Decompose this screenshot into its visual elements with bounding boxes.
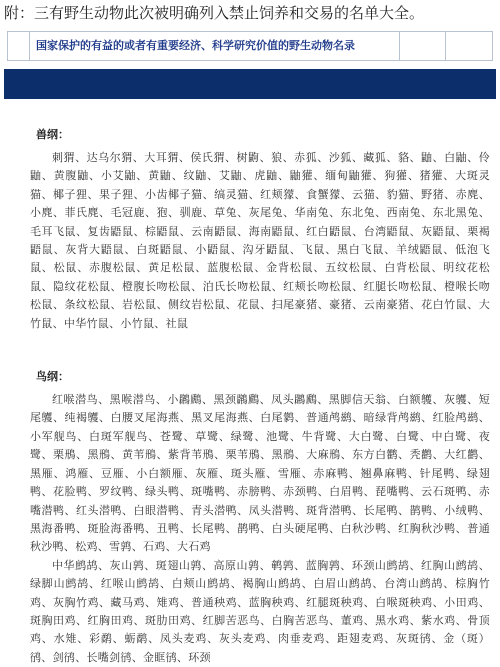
spacer <box>30 333 490 367</box>
section-banner <box>4 69 496 99</box>
list-title-table <box>7 31 493 61</box>
title-table-cell-blank <box>400 32 446 60</box>
article-body <box>30 125 490 667</box>
list-title: 国家保护的有益的或者有重要经济、科学研究价值的野生动物名录 <box>30 32 400 60</box>
title-table-cell-blank <box>446 32 492 60</box>
birds-list-part-2: 中华鹧鸪、灰山鹑、斑翅山鹑、高原山鹑、鹌鹑、蓝胸鹑、环颈山鹧鸪、红胸山鹧鸪、绿脚山鹧鸪、红喉山鹧鸪、白颊山鹧鸪、褐胸山鹧鸪、白眉山鹧鸪、台湾山鹧鸪、棕胸竹鸡、灰胸竹鸡、藏马鸡、雉鸡、普通秧鸡、蓝胸秧鸡、红腿斑秧鸡、白喉斑秧鸡、小田鸡、斑胸田鸡、红胸田鸡、斑肋田鸡、红脚苦恶鸟、白胸苦恶鸟、董鸡、黑水鸡、紫水鸡、骨顶鸡、水雉、彩鹬、蛎鹬、凤头麦鸡、灰头麦鸡、肉垂麦鸡、距翅麦鸡、灰斑鸻、金（斑）鸻、剑鸻、长嘴剑鸻、金眶鸻、环颈 <box>30 558 490 664</box>
birds-list-part-1: 红喉潜鸟、黑喉潜鸟、小鸊鷉、黑颈鸊鷉、凤头鸊鷉、黑脚信天翁、白额鹱、灰鹱、短尾鹱、纯褐鹱、白腰叉尾海燕、黑叉尾海燕、白尾鹲、普通鸬鹚、暗绿背鸬鹚、红脸鸬鹚、小军舰鸟、白斑军舰鸟、苍鹭、草鹭、绿鹭、池鹭、牛背鹭、大白鹭、白鹭、中白鹭、夜鹭、栗鳽、黑鳽、黄苇鳽、紫背苇鳽、栗苇鳽、黑鳽、大麻鳽、东方白鹳、秃鹳、大红鹳、黑雁、鸿雁、豆雁、小白额雁、灰雁、斑头雁、雪雁、赤麻鸭、翘鼻麻鸭、针尾鸭、绿翅鸭、花脸鸭、罗纹鸭、绿头鸭、斑嘴鸭、赤膀鸭、赤颈鸭、白眉鸭、琵嘴鸭、云石斑鸭、赤嘴潜鸭、红头潜鸭、白眼潜鸭、青头潜鸭、凤头潜鸭、斑背潜鸭、长尾鸭、鹊鸭、小绒鸭、黑海番鸭、斑脸海番鸭、丑鸭、长尾鸭、鹊鸭、白头硬尾鸭、白秋沙鸭、红胸秋沙鸭、普通秋沙鸭、松鸡、雪鹑、石鸡、大石鸡 <box>30 393 490 554</box>
beasts-list: 刺猬、达乌尔猬、大耳猬、侯氏猬、树鼩、狼、赤狐、沙狐、藏狐、貉、鼬、白鼬、伶鼬、黄腹鼬、小艾鼬、黄鼬、纹鼬、艾鼬、虎鼬、鼬獾、缅甸鼬獾、狗獾、猪獾、大斑灵猫、椰子狸、果子狸、小齿椰子猫、缟灵猫、红颊獴、食蟹獴、云猫、豹猫、野猪、赤麂、小麂、菲氏麂、毛冠鹿、狍、驯鹿、草兔、灰尾兔、华南兔、东北兔、西南兔、东北黑兔、毛耳飞鼠、复齿鼯鼠、棕鼯鼠、云南鼯鼠、海南鼯鼠、红白鼯鼠、台湾鼯鼠、灰鼯鼠、栗褐鼯鼠、灰背大鼯鼠、白斑鼯鼠、小鼯鼠、沟牙鼯鼠、飞鼠、黑白飞鼠、羊绒鼯鼠、低泡飞鼠、松鼠、赤腹松鼠、黄足松鼠、蓝腹松鼠、金背松鼠、五纹松鼠、白背松鼠、明纹花松鼠、隐纹花松鼠、橙腹长吻松鼠、泊氏长吻松鼠、红颊长吻松鼠、红腿长吻松鼠、橙喉长吻松鼠、条纹松鼠、岩松鼠、侧纹岩松鼠、花鼠、扫尾豪猪、豪猪、云南豪猪、花白竹鼠、大竹鼠、中华竹鼠、小竹鼠、社鼠 <box>30 151 490 330</box>
section-title-beasts: 兽纲： <box>36 128 69 141</box>
section-title-birds: 鸟纲： <box>36 370 69 384</box>
appendix-heading: 附：三有野生动物此次被明确列入禁止饲养和交易的名单大全。 <box>4 4 425 22</box>
title-table-cell-blank <box>8 32 30 60</box>
